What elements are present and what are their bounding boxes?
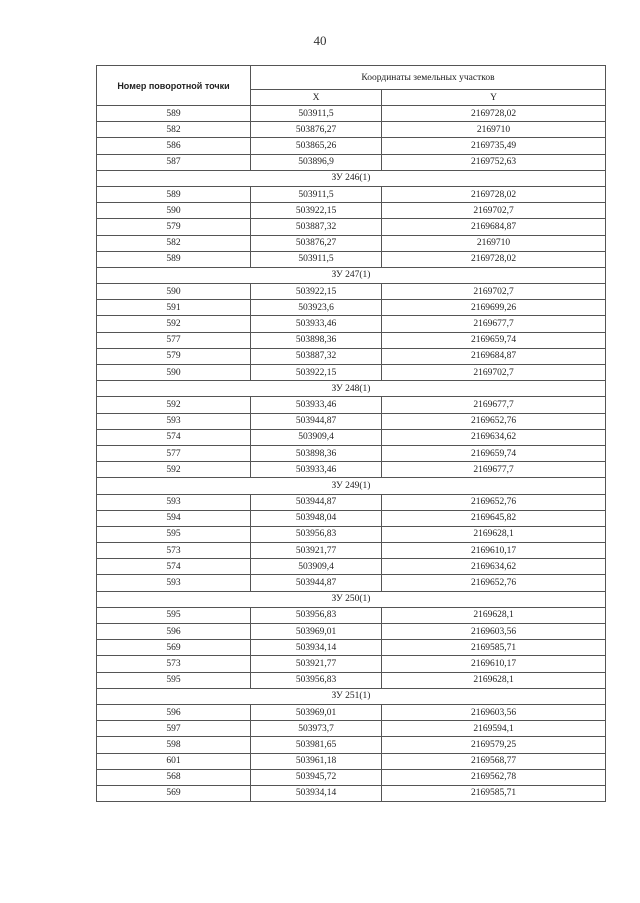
- x-coordinate-cell: 503922,15: [251, 284, 382, 300]
- y-coordinate-cell: 2169702,7: [382, 284, 606, 300]
- header-coordinates: Координаты земельных участков: [251, 66, 606, 90]
- table-row: [97, 494, 606, 510]
- point-number-cell: 592: [97, 397, 251, 413]
- point-number-cell: 579: [97, 348, 251, 364]
- x-coordinate-cell: 503969,01: [251, 624, 382, 640]
- y-coordinate-cell: 2169594,1: [382, 721, 606, 737]
- coordinates-table: [96, 65, 606, 802]
- point-number-cell: 579: [97, 219, 251, 235]
- x-coordinate-cell: 503898,36: [251, 332, 382, 348]
- y-coordinate-cell: 2169603,56: [382, 624, 606, 640]
- point-number-cell: 589: [97, 186, 251, 202]
- header-x: X: [251, 90, 382, 106]
- x-coordinate-cell: 503876,27: [251, 235, 382, 251]
- table-row: [97, 122, 606, 138]
- y-coordinate-cell: 2169728,02: [382, 251, 606, 267]
- x-coordinate-cell: 503922,15: [251, 365, 382, 381]
- y-coordinate-cell: 2169684,87: [382, 348, 606, 364]
- point-number-cell: 596: [97, 704, 251, 720]
- y-coordinate-cell: 2169702,7: [382, 203, 606, 219]
- x-coordinate-cell: 503911,5: [251, 186, 382, 202]
- x-coordinate-cell: 503911,5: [251, 251, 382, 267]
- y-coordinate-cell: 2169699,26: [382, 300, 606, 316]
- point-number-cell: 582: [97, 122, 251, 138]
- table-row: [97, 235, 606, 251]
- x-coordinate-cell: 503956,83: [251, 672, 382, 688]
- section-title: ЗУ 249(1): [97, 478, 606, 494]
- point-number-cell: 595: [97, 526, 251, 542]
- point-number-cell: 574: [97, 559, 251, 575]
- x-coordinate-cell: 503922,15: [251, 203, 382, 219]
- y-coordinate-cell: 2169710: [382, 122, 606, 138]
- point-number-cell: 577: [97, 332, 251, 348]
- point-number-cell: 595: [97, 607, 251, 623]
- section-row: [97, 170, 606, 186]
- y-coordinate-cell: 2169634,62: [382, 559, 606, 575]
- page-number: 40: [313, 33, 327, 48]
- section-title: ЗУ 251(1): [97, 688, 606, 704]
- y-coordinate-cell: 2169702,7: [382, 365, 606, 381]
- x-coordinate-cell: 503956,83: [251, 607, 382, 623]
- point-number-cell: 596: [97, 624, 251, 640]
- y-coordinate-cell: 2169634,62: [382, 429, 606, 445]
- y-coordinate-cell: 2169603,56: [382, 704, 606, 720]
- table-row: [97, 397, 606, 413]
- table-row: [97, 559, 606, 575]
- point-number-cell: 582: [97, 235, 251, 251]
- point-number-cell: 593: [97, 413, 251, 429]
- table-row: [97, 510, 606, 526]
- x-coordinate-cell: 503933,46: [251, 397, 382, 413]
- x-coordinate-cell: 503921,77: [251, 543, 382, 559]
- y-coordinate-cell: 2169659,74: [382, 445, 606, 461]
- y-coordinate-cell: 2169610,17: [382, 656, 606, 672]
- table-row: [97, 543, 606, 559]
- table-row: [97, 769, 606, 785]
- x-coordinate-cell: 503896,9: [251, 154, 382, 170]
- y-coordinate-cell: 2169585,71: [382, 640, 606, 656]
- table-row: [97, 186, 606, 202]
- point-number-cell: 586: [97, 138, 251, 154]
- table-row: [97, 721, 606, 737]
- y-coordinate-cell: 2169735,49: [382, 138, 606, 154]
- section-row: [97, 267, 606, 283]
- y-coordinate-cell: 2169677,7: [382, 462, 606, 478]
- table-row: [97, 316, 606, 332]
- y-coordinate-cell: 2169628,1: [382, 672, 606, 688]
- point-number-cell: 587: [97, 154, 251, 170]
- table-row: [97, 138, 606, 154]
- table-row: [97, 575, 606, 591]
- y-coordinate-cell: 2169579,25: [382, 737, 606, 753]
- point-number-cell: 591: [97, 300, 251, 316]
- table-row: [97, 785, 606, 801]
- table-row: [97, 284, 606, 300]
- x-coordinate-cell: 503923,6: [251, 300, 382, 316]
- x-coordinate-cell: 503981,65: [251, 737, 382, 753]
- x-coordinate-cell: 503944,87: [251, 413, 382, 429]
- table-row: [97, 526, 606, 542]
- y-coordinate-cell: 2169752,63: [382, 154, 606, 170]
- x-coordinate-cell: 503934,14: [251, 640, 382, 656]
- x-coordinate-cell: 503945,72: [251, 769, 382, 785]
- y-coordinate-cell: 2169562,78: [382, 769, 606, 785]
- table-row: [97, 413, 606, 429]
- table-row: [97, 203, 606, 219]
- point-number-cell: 589: [97, 251, 251, 267]
- table-row: [97, 704, 606, 720]
- table-row: [97, 300, 606, 316]
- point-number-cell: 593: [97, 575, 251, 591]
- point-number-cell: 569: [97, 785, 251, 801]
- x-coordinate-cell: 503969,01: [251, 704, 382, 720]
- point-number-cell: 592: [97, 462, 251, 478]
- y-coordinate-cell: 2169652,76: [382, 575, 606, 591]
- y-coordinate-cell: 2169652,76: [382, 494, 606, 510]
- header-point-number: Номер поворотной точки: [97, 66, 251, 106]
- y-coordinate-cell: 2169710: [382, 235, 606, 251]
- table-row: [97, 365, 606, 381]
- table-row: [97, 607, 606, 623]
- x-coordinate-cell: 503944,87: [251, 494, 382, 510]
- x-coordinate-cell: 503934,14: [251, 785, 382, 801]
- section-row: [97, 381, 606, 397]
- table-row: [97, 348, 606, 364]
- table-row: [97, 753, 606, 769]
- table-row: [97, 251, 606, 267]
- point-number-cell: 573: [97, 543, 251, 559]
- section-row: [97, 688, 606, 704]
- point-number-cell: 595: [97, 672, 251, 688]
- x-coordinate-cell: 503921,77: [251, 656, 382, 672]
- y-coordinate-cell: 2169628,1: [382, 607, 606, 623]
- x-coordinate-cell: 503961,18: [251, 753, 382, 769]
- x-coordinate-cell: 503933,46: [251, 316, 382, 332]
- section-title: ЗУ 247(1): [97, 267, 606, 283]
- x-coordinate-cell: 503898,36: [251, 445, 382, 461]
- y-coordinate-cell: 2169568,77: [382, 753, 606, 769]
- table-row: [97, 672, 606, 688]
- y-coordinate-cell: 2169684,87: [382, 219, 606, 235]
- point-number-cell: 569: [97, 640, 251, 656]
- table-row: [97, 332, 606, 348]
- table-row: [97, 445, 606, 461]
- point-number-cell: 598: [97, 737, 251, 753]
- point-number-cell: 592: [97, 316, 251, 332]
- point-number-cell: 568: [97, 769, 251, 785]
- y-coordinate-cell: 2169659,74: [382, 332, 606, 348]
- section-title: ЗУ 246(1): [97, 170, 606, 186]
- table-row: [97, 429, 606, 445]
- table-row: [97, 737, 606, 753]
- point-number-cell: 589: [97, 106, 251, 122]
- x-coordinate-cell: 503948,04: [251, 510, 382, 526]
- x-coordinate-cell: 503973,7: [251, 721, 382, 737]
- x-coordinate-cell: 503909,4: [251, 559, 382, 575]
- point-number-cell: 601: [97, 753, 251, 769]
- x-coordinate-cell: 503911,5: [251, 106, 382, 122]
- section-title: ЗУ 248(1): [97, 381, 606, 397]
- section-row: [97, 478, 606, 494]
- x-coordinate-cell: 503887,32: [251, 219, 382, 235]
- y-coordinate-cell: 2169585,71: [382, 785, 606, 801]
- point-number-cell: 594: [97, 510, 251, 526]
- x-coordinate-cell: 503876,27: [251, 122, 382, 138]
- point-number-cell: 597: [97, 721, 251, 737]
- x-coordinate-cell: 503887,32: [251, 348, 382, 364]
- point-number-cell: 593: [97, 494, 251, 510]
- x-coordinate-cell: 503944,87: [251, 575, 382, 591]
- table-row: [97, 624, 606, 640]
- table-row: [97, 106, 606, 122]
- point-number-cell: 577: [97, 445, 251, 461]
- table-row: [97, 219, 606, 235]
- x-coordinate-cell: 503956,83: [251, 526, 382, 542]
- table-body: [97, 106, 606, 802]
- point-number-cell: 590: [97, 284, 251, 300]
- y-coordinate-cell: 2169628,1: [382, 526, 606, 542]
- point-number-cell: 573: [97, 656, 251, 672]
- x-coordinate-cell: 503865,26: [251, 138, 382, 154]
- x-coordinate-cell: 503933,46: [251, 462, 382, 478]
- x-coordinate-cell: 503909,4: [251, 429, 382, 445]
- y-coordinate-cell: 2169728,02: [382, 106, 606, 122]
- point-number-cell: 574: [97, 429, 251, 445]
- section-title: ЗУ 250(1): [97, 591, 606, 607]
- point-number-cell: 590: [97, 203, 251, 219]
- section-row: [97, 591, 606, 607]
- y-coordinate-cell: 2169610,17: [382, 543, 606, 559]
- y-coordinate-cell: 2169645,82: [382, 510, 606, 526]
- point-number-cell: 590: [97, 365, 251, 381]
- table-row: [97, 154, 606, 170]
- y-coordinate-cell: 2169728,02: [382, 186, 606, 202]
- table-row: [97, 462, 606, 478]
- y-coordinate-cell: 2169677,7: [382, 397, 606, 413]
- y-coordinate-cell: 2169652,76: [382, 413, 606, 429]
- y-coordinate-cell: 2169677,7: [382, 316, 606, 332]
- table-row: [97, 640, 606, 656]
- header-y: Y: [382, 90, 606, 106]
- table-row: [97, 656, 606, 672]
